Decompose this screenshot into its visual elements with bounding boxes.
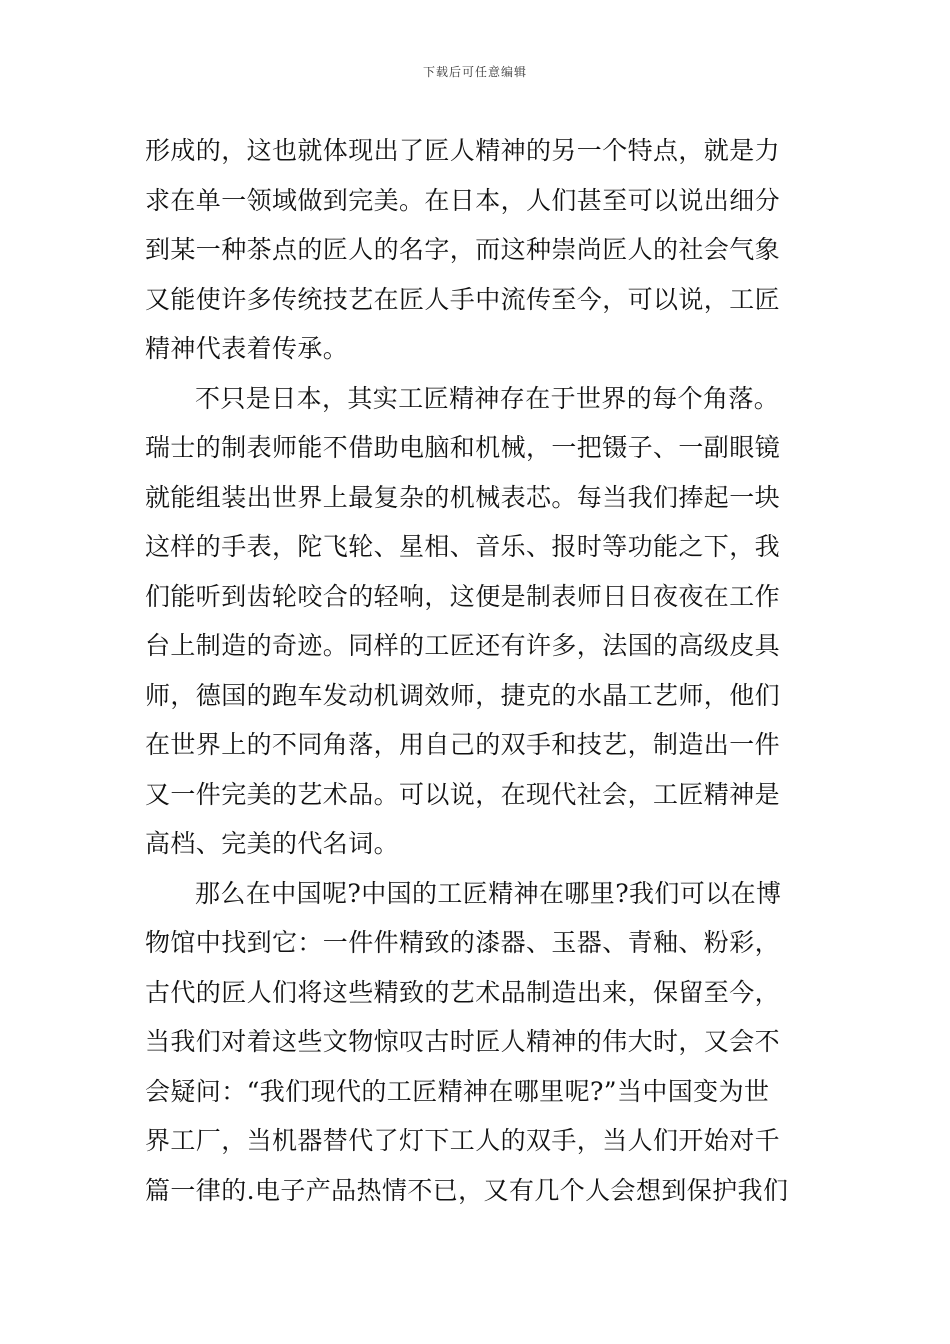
text-line: 到某一种茶点的匠人的名字，而这种崇尚匠人的社会气象 [145,235,781,264]
text-line: 精神代表着传承。 [145,334,349,363]
text-line: 瑞士的制表师能不借助电脑和机械，一把镊子、一副眼镜 [145,433,781,462]
text-line: 古代的匠人们将这些精致的艺术品制造出来，保留至今， [145,977,781,1007]
text-line: 们能听到齿轮咬合的轻响，这便是制表师日日夜夜在工作 [145,581,781,611]
paragraph-start-line: 不只是日本，其实工匠精神存在于世界的每个角落。 [195,383,780,413]
text-line: 形成的，这也就体现出了匠人精神的另一个特点，就是力 [145,136,781,165]
text-line: 篇一律的.电子产品热情不已，又有几个人会想到保护我们 [145,1175,789,1205]
text-line: 师，德国的跑车发动机调效师，捷克的水晶工艺师，他们 [145,680,781,710]
text-line: 物馆中找到它：一件件精致的漆器、玉器、青釉、粉彩， [145,928,781,957]
page-header: 下载后可任意编辑 [422,65,527,79]
text-line: 又能使许多传统技艺在匠人手中流传至今，可以说，工匠 [145,284,781,314]
text-line: 台上制造的奇迹。同样的工匠还有许多，法国的高级皮具 [145,631,781,660]
text-line: 界工厂，当机器替代了灯下工人的双手，当人们开始对千 [145,1126,781,1155]
text-line: 会疑问：“我们现代的工匠精神在哪里呢?”当中国变为世 [145,1076,770,1106]
text-line: 求在单一领域做到完美。在日本，人们甚至可以说出细分 [145,185,781,215]
text-line: 当我们对着这些文物惊叹古时匠人精神的伟大时，又会不 [145,1027,781,1056]
text-line: 这样的手表，陀飞轮、星相、音乐、报时等功能之下，我 [145,532,781,561]
text-line: 高档、完美的代名词。 [145,829,400,858]
text-line: 就能组装出世界上最复杂的机械表芯。每当我们捧起一块 [145,482,781,512]
paragraph-start-line: 那么在中国呢?中国的工匠精神在哪里?我们可以在博 [195,878,782,908]
document-body [145,126,810,1215]
text-line: 又一件完美的艺术品。可以说，在现代社会，工匠精神是 [145,779,781,809]
text-line: 在世界上的不同角落，用自己的双手和技艺，制造出一件 [145,730,781,759]
